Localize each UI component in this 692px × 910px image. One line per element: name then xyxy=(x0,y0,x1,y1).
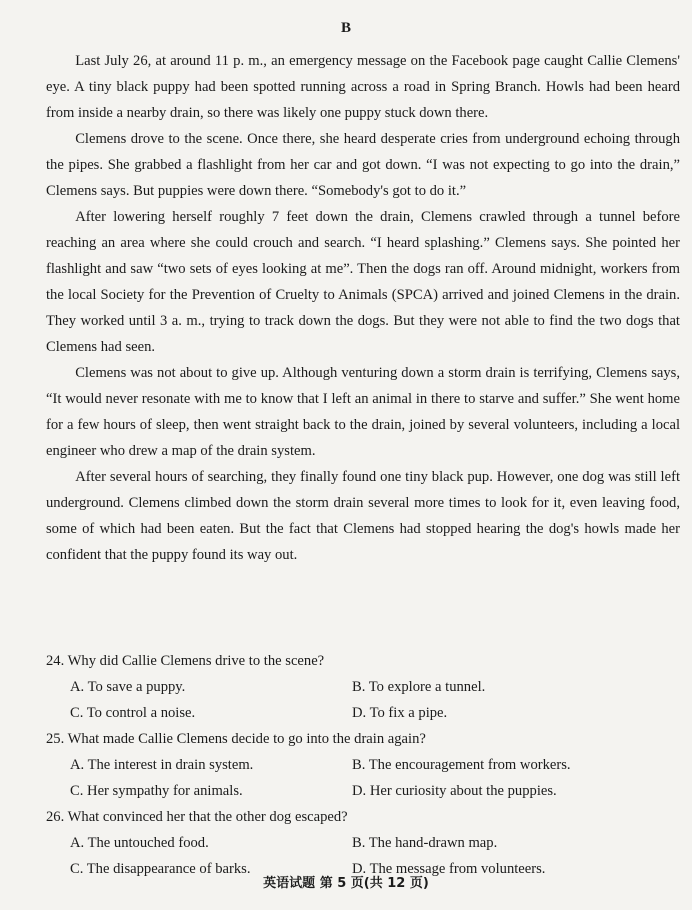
option-a: A. To save a puppy. xyxy=(70,679,186,695)
passage-paragraph: After lowering herself roughly 7 feet down the drain, Clemens crawled through a tunnel before reaching an area where she could crouch and search. “I heard splashing.” Clemens says. She pointed her flashlight and saw “two sets of eyes looking at me”. Then the dogs ran off. Around midnight, workers from the local Society for the Prevention of Cruelty to Animals (SPCA) arrived and joined Clemens in the drain. They worked until 3 a. m., trying to track down the dogs. But they were not able to find the two dogs that Clemens had seen. xyxy=(46,209,680,355)
question-stem: 25. What made Callie Clemens decide to go into the drain again? xyxy=(46,731,426,747)
option-d: D. Her curiosity about the puppies. xyxy=(352,783,557,799)
passage-paragraph: After several hours of searching, they finally found one tiny black pup. However, one dog was still left underground. Clemens climbed down the storm drain several more times to look for it, even leaving food, some of which had been eaten. But the fact that Clemens had stopped hearing the dog's howls made her confident that the puppy found its way out. xyxy=(46,469,680,563)
passage-paragraph: Clemens drove to the scene. Once there, she heard desperate cries from underground echoing through the pipes. She grabbed a flashlight from her car and got down. “I was not expecting to go into the drain,” Clemens says. But puppies were down there. “Somebody's got to do it.” xyxy=(46,131,680,199)
question-24 xyxy=(46,648,680,726)
option-c: C. To control a noise. xyxy=(70,705,196,721)
option-a: A. The untouched food. xyxy=(70,835,209,851)
option-b: B. To explore a tunnel. xyxy=(352,679,486,695)
passage-paragraph: Last July 26, at around 11 p. m., an emergency message on the Facebook page caught Callie Clemens' eye. A tiny black puppy had been spotted running across a road in Spring Branch. Howls had been heard from inside a nearby drain, so there was likely one puppy stuck down there. xyxy=(46,53,680,121)
option-d: D. To fix a pipe. xyxy=(352,705,448,721)
question-list xyxy=(46,648,680,882)
question-25 xyxy=(46,726,680,804)
option-a: A. The interest in drain system. xyxy=(70,757,254,773)
question-stem: 24. Why did Callie Clemens drive to the scene? xyxy=(46,653,325,669)
option-group xyxy=(46,674,680,726)
option-b: B. The encouragement from workers. xyxy=(352,757,571,773)
question-stem: 26. What convinced her that the other dog escaped? xyxy=(46,809,348,825)
option-group xyxy=(46,752,680,804)
option-c: C. Her sympathy for animals. xyxy=(70,783,243,799)
option-d: D. The message from volunteers. xyxy=(352,861,546,877)
reading-passage xyxy=(46,48,680,568)
page-footer: 英语试题 第 5 页(共 12 页) xyxy=(263,876,429,891)
section-label: B xyxy=(340,20,351,36)
passage-paragraph: Clemens was not about to give up. Although venturing down a storm drain is terrifying, Clemens says, “It would never resonate with me to know that I left an animal in there to starve and suffer.” She went home for a few hours of sleep, then went straight back to the drain, joined by several volunteers, including a local engineer who drew a map of the drain system. xyxy=(46,365,680,459)
question-26 xyxy=(46,804,680,882)
option-c: C. The disappearance of barks. xyxy=(70,861,251,877)
option-b: B. The hand-drawn map. xyxy=(352,835,498,851)
